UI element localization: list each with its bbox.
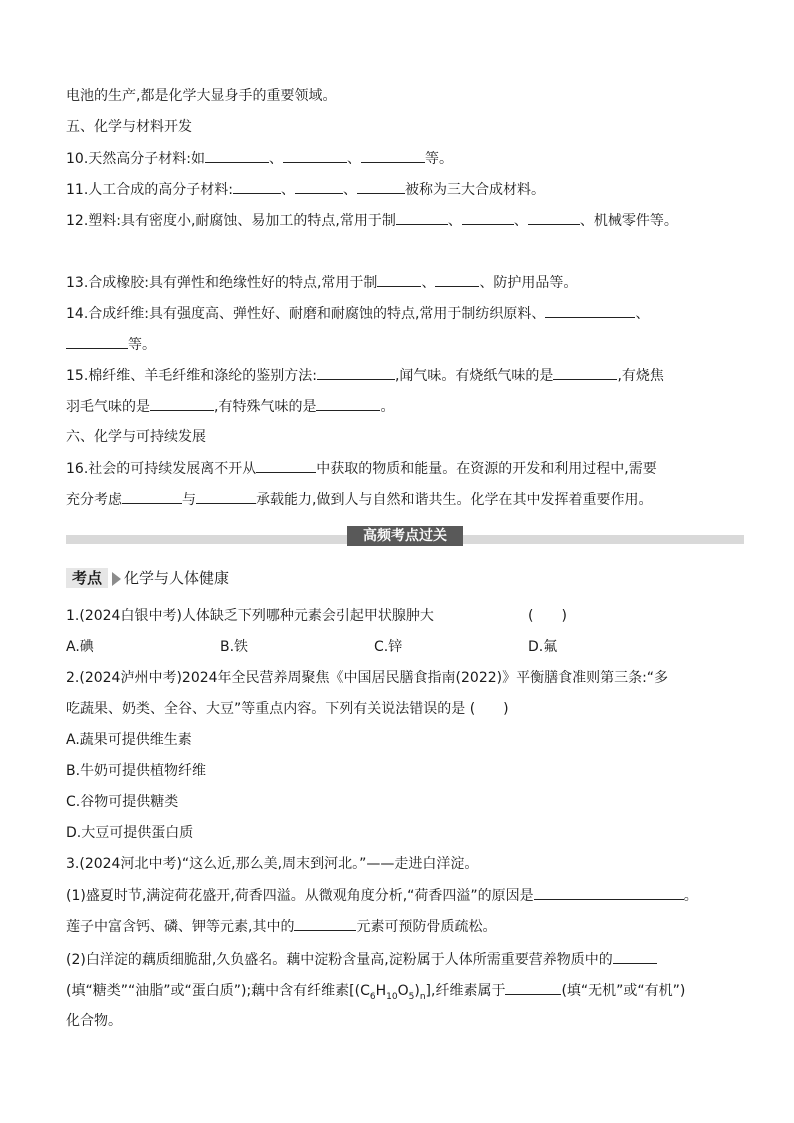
q1-option-b[interactable]: B.铁 <box>220 639 249 655</box>
q3-part-1-line-2 <box>66 916 496 937</box>
q3p2-blank-1[interactable] <box>613 949 657 964</box>
q3p1-blank-1[interactable] <box>534 885 684 900</box>
section-banner-label: 高频考点过关 <box>347 526 463 546</box>
q1-option-d[interactable]: D.氟 <box>528 639 558 655</box>
q1-option-a[interactable]: A.碘 <box>66 639 94 655</box>
q11-text: 11.人工合成的高分子材料: <box>66 182 233 198</box>
question-10: 10.天然高分子材料:如 、 、 等。 <box>66 148 453 169</box>
kaodian-heading <box>66 568 229 588</box>
section-6-heading: 六、化学与可持续发展 <box>66 429 206 445</box>
q15-text-2: 羽毛气味的是 <box>66 399 150 415</box>
q10-blank-2[interactable] <box>283 148 347 163</box>
question-11: 11.人工合成的高分子材料: 、 、 被称为三大合成材料。 <box>66 179 545 200</box>
q13-blank-1[interactable] <box>377 272 421 287</box>
q3p1-end-2: 元素可预防骨质疏松。 <box>356 919 497 935</box>
q15-end: 。 <box>380 399 395 415</box>
q16-blank-3[interactable] <box>196 489 256 504</box>
q13-text: 13.合成橡胶:具有弹性和绝缘性好的特点,常用于制 <box>66 275 378 291</box>
question-2-line-1: 2.(2024泸州中考)2024年全民营养周聚焦《中国居民膳食指南(2022)》平衡膳食准则第三条:“多 <box>66 670 669 686</box>
question-16-cont <box>66 489 652 510</box>
q16-blank-2[interactable] <box>122 489 182 504</box>
kaodian-title: 化学与人体健康 <box>124 569 230 587</box>
q3p2-sub-4: n <box>419 991 426 1002</box>
q10-text: 10.天然高分子材料:如 <box>66 151 205 167</box>
q16-text-2: 充分考虑 <box>66 492 122 508</box>
q10-end: 等。 <box>424 151 453 167</box>
q12-blank-1[interactable] <box>396 210 448 225</box>
question-2-line-2 <box>66 699 509 719</box>
q3-part-2-line-3: 化合物。 <box>66 1013 122 1029</box>
q3p2-text-4: (填“无机”或“有机”) <box>561 983 686 999</box>
q16-blank-1[interactable] <box>256 458 316 473</box>
q10-blank-1[interactable] <box>205 148 269 163</box>
q15-mid-1: ,闻气味。有烧纸气味的是 <box>394 368 554 384</box>
question-12: 12.塑料:具有密度小,耐腐蚀、易加工的特点,常用于制 、 、 、机械零件等。 <box>66 210 678 231</box>
q11-blank-3[interactable] <box>357 179 405 194</box>
q15-blank-2[interactable] <box>553 365 617 380</box>
q16-mid-2: 与 <box>182 492 196 508</box>
q2-option-a[interactable]: A.蔬果可提供维生素 <box>66 732 192 748</box>
q3p1-text: (1)盛夏时节,满淀荷花盛开,荷香四溢。从微观角度分析,“荷香四溢”的原因是 <box>66 888 534 904</box>
q16-mid: 中获取的物质和能量。在资源的开发和利用过程中,需要 <box>316 461 657 477</box>
q3-part-2-line-1 <box>66 949 657 970</box>
q15-blank-3[interactable] <box>150 396 214 411</box>
line-1: 电池的生产,都是化学大显身手的重要领域。 <box>66 88 337 104</box>
q14-end: 等。 <box>128 337 156 353</box>
question-3-stem: 3.(2024河北中考)“这么近,那么美,周末到河北。”——走进白洋淀。 <box>66 856 479 872</box>
q12-text: 12.塑料:具有密度小,耐腐蚀、易加工的特点,常用于制 <box>66 213 396 229</box>
q3p2-text-2: (填“糖类”“油脂”或“蛋白质”);藕中含有纤维素[(C <box>66 983 370 999</box>
q3p1-text-2: 莲子中富含钙、磷、钾等元素,其中的 <box>66 919 295 935</box>
question-14: 14.合成纤维:具有强度高、弹性好、耐磨和耐腐蚀的特点,常用于制纺织原料、 、 <box>66 303 649 324</box>
q3-part-1-line-1 <box>66 885 698 906</box>
q2-stem-2: 吃蔬果、奶类、全谷、大豆”等重点内容。下列有关说法错误的是 <box>66 701 466 717</box>
kaodian-tag: 考点 <box>66 568 108 588</box>
q14-blank-1[interactable] <box>545 303 635 318</box>
q2-answer-paren: ( ) <box>469 701 509 717</box>
q3p1-blank-2[interactable] <box>294 916 356 931</box>
q3-part-2-line-2 <box>66 980 685 1007</box>
q13-blank-2[interactable] <box>435 272 479 287</box>
q14-blank-2[interactable] <box>66 334 128 349</box>
q3p2-h: H <box>375 983 387 999</box>
arrow-icon <box>112 572 121 586</box>
q16-end: 承载能力,做到人与自然和谐共生。化学在其中发挥着重要作用。 <box>256 492 653 508</box>
q1-option-c[interactable]: C.锌 <box>374 639 403 655</box>
q1-answer-paren: ( ) <box>528 608 567 624</box>
q12-end: 、机械零件等。 <box>579 213 678 229</box>
q15-text: 15.棉纤维、羊毛纤维和涤纶的鉴别方法: <box>66 368 317 384</box>
q13-end: 、防护用品等。 <box>479 275 578 291</box>
question-15 <box>66 365 664 386</box>
q10-blank-3[interactable] <box>361 148 425 163</box>
q3p2-paren: ) <box>414 983 420 999</box>
q3p2-blank-2[interactable] <box>505 980 561 995</box>
question-1 <box>66 606 567 626</box>
question-16 <box>66 458 657 479</box>
q1-stem: 1.(2024白银中考)人体缺乏下列哪种元素会引起甲状腺肿大 <box>66 608 434 624</box>
q3p2-text-3: ],纤维素属于 <box>425 983 506 999</box>
section-5-heading: 五、化学与材料开发 <box>66 119 192 135</box>
q3p2-sub-1: 6 <box>369 991 376 1002</box>
q15-blank-4[interactable] <box>316 396 380 411</box>
q11-end: 被称为三大合成材料。 <box>404 182 545 198</box>
q14-text: 14.合成纤维:具有强度高、弹性好、耐磨和耐腐蚀的特点,常用于制纺织原料、 <box>66 306 546 322</box>
q2-option-b[interactable]: B.牛奶可提供植物纤维 <box>66 763 207 779</box>
question-14-cont <box>66 334 156 355</box>
q1-options <box>66 637 626 657</box>
q3p2-o: O <box>397 983 409 999</box>
q2-option-c[interactable]: C.谷物可提供糖类 <box>66 794 179 810</box>
q12-blank-2[interactable] <box>462 210 514 225</box>
q11-blank-1[interactable] <box>233 179 281 194</box>
q3p2-sub-2: 10 <box>386 991 398 1002</box>
q15-blank-1[interactable] <box>317 365 395 380</box>
q3p2-sub-3: 5 <box>408 991 415 1002</box>
q15-text-3: ,有特殊气味的是 <box>214 399 317 415</box>
question-13: 13.合成橡胶:具有弹性和绝缘性好的特点,常用于制 、 、防护用品等。 <box>66 272 577 293</box>
question-15-cont <box>66 396 394 417</box>
q3p2-text: (2)白洋淀的藕质细脆甜,久负盛名。藕中淀粉含量高,淀粉属于人体所需重要营养物质中的 <box>66 952 613 968</box>
q16-text: 16.社会的可持续发展离不开从 <box>66 461 257 477</box>
q3p1-end: 。 <box>683 888 698 904</box>
q2-option-d[interactable]: D.大豆可提供蛋白质 <box>66 825 194 841</box>
q15-mid-2: ,有烧焦 <box>617 368 664 384</box>
q11-blank-2[interactable] <box>295 179 343 194</box>
q12-blank-3[interactable] <box>528 210 580 225</box>
